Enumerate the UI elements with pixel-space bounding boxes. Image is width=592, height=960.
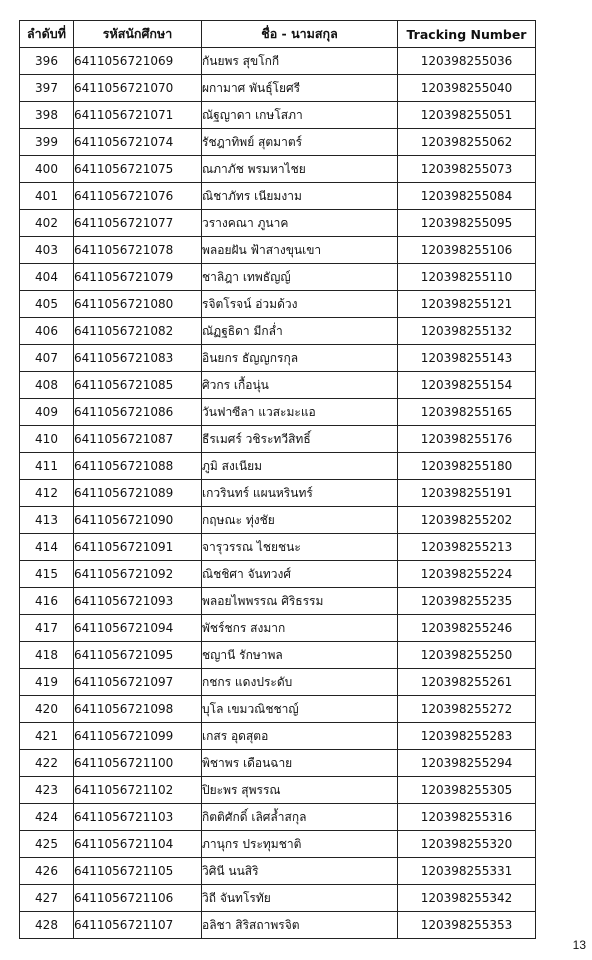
row-tracking-number-cell: 120398255106: [398, 237, 536, 264]
row-tracking-number-cell: 120398255316: [398, 804, 536, 831]
table-row: [20, 696, 536, 723]
row-tracking-number-cell: 120398255191: [398, 480, 536, 507]
row-name-cell: เกวรินทร์ แผนหรินทร์: [202, 480, 398, 507]
table-row: [20, 129, 536, 156]
table-row: [20, 183, 536, 210]
table-row: [20, 264, 536, 291]
row-name-cell: บุโล เขมวณิชชาญ์: [202, 696, 398, 723]
row-tracking-number-cell: 120398255283: [398, 723, 536, 750]
row-student-id-cell: 6411056721106: [74, 885, 202, 912]
row-tracking-number-cell: 120398255084: [398, 183, 536, 210]
row-student-id-cell: 6411056721080: [74, 291, 202, 318]
row-tracking-number-cell: 120398255154: [398, 372, 536, 399]
row-student-id-cell: 6411056721103: [74, 804, 202, 831]
row-name-cell: กันยพร สุขโกกี: [202, 48, 398, 75]
row-name-cell: วิถี จันทโรทัย: [202, 885, 398, 912]
row-student-id-cell: 6411056721100: [74, 750, 202, 777]
table-row: [20, 750, 536, 777]
table-row: [20, 399, 536, 426]
row-student-id-cell: 6411056721082: [74, 318, 202, 345]
row-tracking-number-cell: 120398255073: [398, 156, 536, 183]
header-student-id: รหัสนักศึกษา: [74, 21, 202, 48]
table-row: [20, 885, 536, 912]
row-student-id-cell: 6411056721086: [74, 399, 202, 426]
row-tracking-number-cell: 120398255095: [398, 210, 536, 237]
row-tracking-number-cell: 120398255121: [398, 291, 536, 318]
table-row: [20, 534, 536, 561]
row-name-cell: พลอยฝัน ฟ้าสางขุนเขา: [202, 237, 398, 264]
row-seq-cell: 402: [20, 210, 74, 237]
table-row: [20, 561, 536, 588]
row-seq-cell: 411: [20, 453, 74, 480]
table-row: [20, 75, 536, 102]
row-name-cell: ณัฏฐธิดา มีกล่ำ: [202, 318, 398, 345]
row-name-cell: พัชร์ชกร สงมาก: [202, 615, 398, 642]
row-seq-cell: 420: [20, 696, 74, 723]
row-name-cell: ศิวกร เกื้อนุ่น: [202, 372, 398, 399]
row-student-id-cell: 6411056721087: [74, 426, 202, 453]
row-seq-cell: 408: [20, 372, 74, 399]
row-seq-cell: 404: [20, 264, 74, 291]
table-row: [20, 453, 536, 480]
row-name-cell: รจิตโรจน์ อ่วมด้วง: [202, 291, 398, 318]
row-tracking-number-cell: 120398255235: [398, 588, 536, 615]
row-tracking-number-cell: 120398255132: [398, 318, 536, 345]
row-name-cell: กชกร แดงประดับ: [202, 669, 398, 696]
row-tracking-number-cell: 120398255213: [398, 534, 536, 561]
row-name-cell: ณิชชิศา จันทวงศ์: [202, 561, 398, 588]
row-tracking-number-cell: 120398255036: [398, 48, 536, 75]
row-student-id-cell: 6411056721102: [74, 777, 202, 804]
table-row: [20, 615, 536, 642]
table-row: [20, 831, 536, 858]
row-student-id-cell: 6411056721071: [74, 102, 202, 129]
row-seq-cell: 397: [20, 75, 74, 102]
row-student-id-cell: 6411056721107: [74, 912, 202, 939]
table-row: [20, 480, 536, 507]
row-student-id-cell: 6411056721098: [74, 696, 202, 723]
table-row: [20, 426, 536, 453]
student-tracking-table: [19, 20, 536, 939]
table-row: [20, 318, 536, 345]
row-tracking-number-cell: 120398255342: [398, 885, 536, 912]
table-row: [20, 372, 536, 399]
row-name-cell: ณภาภัช พรมหาไชย: [202, 156, 398, 183]
header-name: ชื่อ - นามสกุล: [202, 21, 398, 48]
row-tracking-number-cell: 120398255062: [398, 129, 536, 156]
row-seq-cell: 414: [20, 534, 74, 561]
row-student-id-cell: 6411056721070: [74, 75, 202, 102]
row-student-id-cell: 6411056721092: [74, 561, 202, 588]
row-name-cell: รัชฎาทิพย์ สุตมาตร์: [202, 129, 398, 156]
row-seq-cell: 425: [20, 831, 74, 858]
row-student-id-cell: 6411056721095: [74, 642, 202, 669]
table-row: [20, 48, 536, 75]
row-seq-cell: 423: [20, 777, 74, 804]
row-student-id-cell: 6411056721074: [74, 129, 202, 156]
row-name-cell: ณิชาภัทร เนียมงาม: [202, 183, 398, 210]
row-student-id-cell: 6411056721097: [74, 669, 202, 696]
row-student-id-cell: 6411056721069: [74, 48, 202, 75]
row-seq-cell: 410: [20, 426, 74, 453]
table-row: [20, 588, 536, 615]
row-name-cell: ณัฐญาดา เกษโสภา: [202, 102, 398, 129]
row-seq-cell: 428: [20, 912, 74, 939]
row-tracking-number-cell: 120398255294: [398, 750, 536, 777]
row-student-id-cell: 6411056721083: [74, 345, 202, 372]
row-seq-cell: 396: [20, 48, 74, 75]
page-number: 13: [572, 938, 586, 952]
table-row: [20, 156, 536, 183]
table-row: [20, 642, 536, 669]
row-name-cell: อินยกร ธัญญกรกุล: [202, 345, 398, 372]
table-row: [20, 777, 536, 804]
row-student-id-cell: 6411056721088: [74, 453, 202, 480]
row-seq-cell: 399: [20, 129, 74, 156]
row-seq-cell: 415: [20, 561, 74, 588]
row-name-cell: วิศินี นนสิริ: [202, 858, 398, 885]
row-tracking-number-cell: 120398255320: [398, 831, 536, 858]
row-tracking-number-cell: 120398255202: [398, 507, 536, 534]
row-seq-cell: 417: [20, 615, 74, 642]
row-seq-cell: 398: [20, 102, 74, 129]
row-name-cell: ชาลิฎา เทพธัญญ์: [202, 264, 398, 291]
header-seq: ลำดับที่: [20, 21, 74, 48]
table-row: [20, 804, 536, 831]
table-body: [20, 48, 536, 939]
row-seq-cell: 426: [20, 858, 74, 885]
row-tracking-number-cell: 120398255040: [398, 75, 536, 102]
row-seq-cell: 427: [20, 885, 74, 912]
row-tracking-number-cell: 120398255272: [398, 696, 536, 723]
table-row: [20, 237, 536, 264]
table-row: [20, 102, 536, 129]
row-name-cell: พลอยไพพรรณ ศิริธรรม: [202, 588, 398, 615]
row-name-cell: ธีรเมศร์ วชิระทวีสิทธิ์: [202, 426, 398, 453]
header-tracking-number: Tracking Number: [398, 21, 536, 48]
row-name-cell: กิตติศักดิ์ เลิศล้ำสกุล: [202, 804, 398, 831]
row-tracking-number-cell: 120398255305: [398, 777, 536, 804]
table-row: [20, 345, 536, 372]
row-student-id-cell: 6411056721104: [74, 831, 202, 858]
row-student-id-cell: 6411056721076: [74, 183, 202, 210]
row-student-id-cell: 6411056721105: [74, 858, 202, 885]
row-seq-cell: 406: [20, 318, 74, 345]
row-tracking-number-cell: 120398255051: [398, 102, 536, 129]
row-seq-cell: 418: [20, 642, 74, 669]
row-tracking-number-cell: 120398255353: [398, 912, 536, 939]
row-seq-cell: 400: [20, 156, 74, 183]
row-tracking-number-cell: 120398255165: [398, 399, 536, 426]
table-row: [20, 858, 536, 885]
row-name-cell: เกสร อุดสุตอ: [202, 723, 398, 750]
row-tracking-number-cell: 120398255110: [398, 264, 536, 291]
row-student-id-cell: 6411056721093: [74, 588, 202, 615]
row-student-id-cell: 6411056721077: [74, 210, 202, 237]
row-name-cell: ภานุกร ประทุมชาติ: [202, 831, 398, 858]
row-seq-cell: 413: [20, 507, 74, 534]
row-name-cell: วันฟาซีลา แวสะมะแอ: [202, 399, 398, 426]
row-seq-cell: 412: [20, 480, 74, 507]
row-seq-cell: 409: [20, 399, 74, 426]
row-seq-cell: 422: [20, 750, 74, 777]
row-name-cell: ภูมิ สงเนียม: [202, 453, 398, 480]
row-tracking-number-cell: 120398255143: [398, 345, 536, 372]
row-student-id-cell: 6411056721075: [74, 156, 202, 183]
table-row: [20, 291, 536, 318]
row-student-id-cell: 6411056721089: [74, 480, 202, 507]
row-seq-cell: 421: [20, 723, 74, 750]
row-student-id-cell: 6411056721099: [74, 723, 202, 750]
table-row: [20, 669, 536, 696]
table-row: [20, 507, 536, 534]
row-student-id-cell: 6411056721078: [74, 237, 202, 264]
row-tracking-number-cell: 120398255261: [398, 669, 536, 696]
row-seq-cell: 403: [20, 237, 74, 264]
row-tracking-number-cell: 120398255246: [398, 615, 536, 642]
row-student-id-cell: 6411056721094: [74, 615, 202, 642]
document-sheet: [19, 20, 535, 939]
row-name-cell: ปิยะพร สุพรรณ: [202, 777, 398, 804]
table-row: [20, 210, 536, 237]
row-name-cell: ชญานี รักษาพล: [202, 642, 398, 669]
row-name-cell: อลิชา สิริสถาพรจิต: [202, 912, 398, 939]
row-student-id-cell: 6411056721085: [74, 372, 202, 399]
table-row: [20, 912, 536, 939]
table-row: [20, 723, 536, 750]
row-seq-cell: 401: [20, 183, 74, 210]
row-tracking-number-cell: 120398255331: [398, 858, 536, 885]
row-student-id-cell: 6411056721079: [74, 264, 202, 291]
row-name-cell: ผกามาศ พันธุ์โยศรี: [202, 75, 398, 102]
row-name-cell: พิชาพร เดือนฉาย: [202, 750, 398, 777]
row-student-id-cell: 6411056721090: [74, 507, 202, 534]
row-name-cell: จารุวรรณ ไชยชนะ: [202, 534, 398, 561]
row-tracking-number-cell: 120398255176: [398, 426, 536, 453]
row-name-cell: กฤษณะ ทุ่งชัย: [202, 507, 398, 534]
row-seq-cell: 424: [20, 804, 74, 831]
row-tracking-number-cell: 120398255250: [398, 642, 536, 669]
row-tracking-number-cell: 120398255180: [398, 453, 536, 480]
row-seq-cell: 416: [20, 588, 74, 615]
row-student-id-cell: 6411056721091: [74, 534, 202, 561]
row-seq-cell: 419: [20, 669, 74, 696]
row-name-cell: วรางคณา ภูนาค: [202, 210, 398, 237]
row-seq-cell: 405: [20, 291, 74, 318]
table-header-row: [20, 21, 536, 48]
row-tracking-number-cell: 120398255224: [398, 561, 536, 588]
row-seq-cell: 407: [20, 345, 74, 372]
